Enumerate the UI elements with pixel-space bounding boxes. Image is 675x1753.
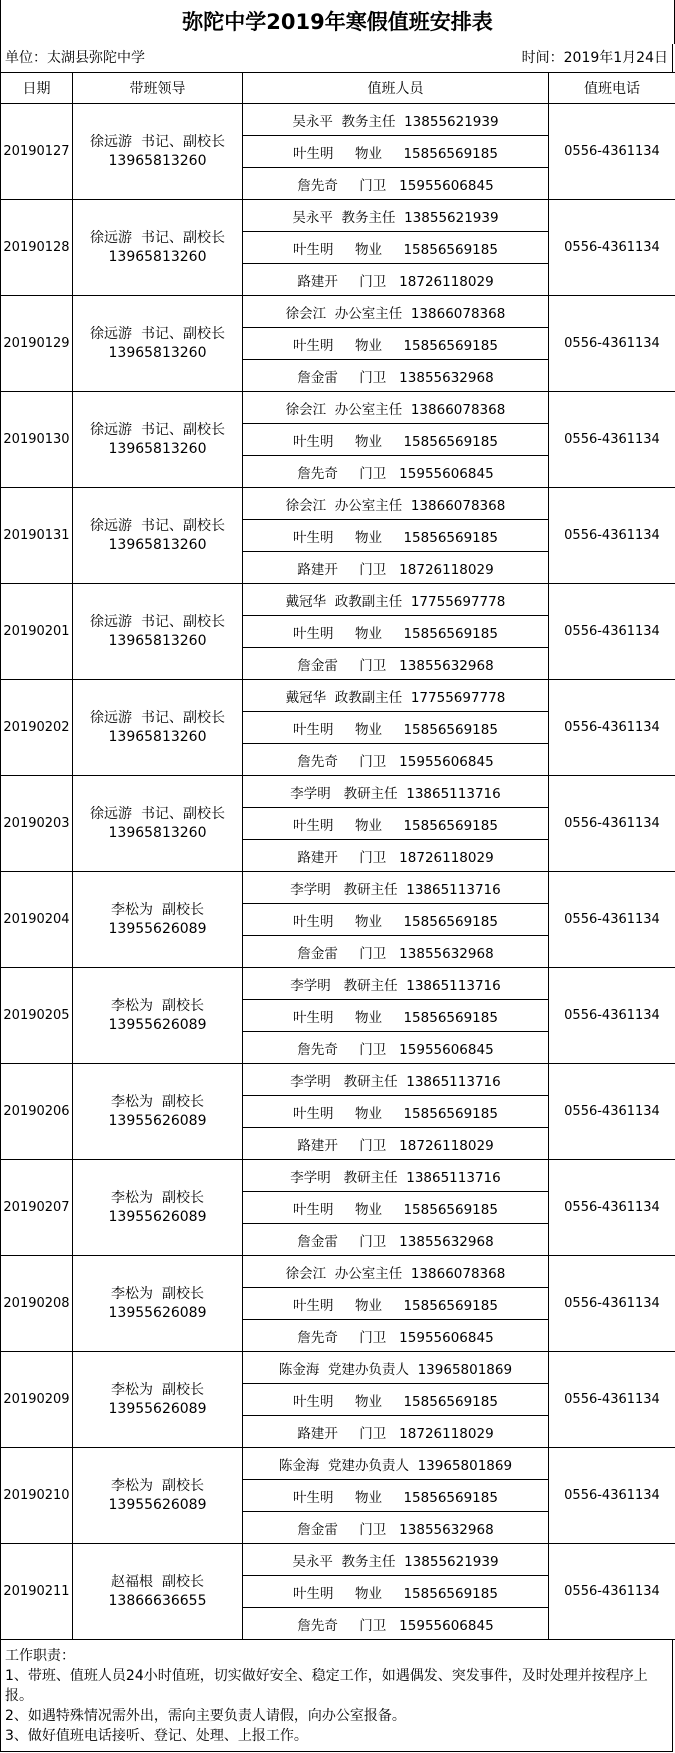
duty-phone-cell: 0556-4361134 [549,872,675,968]
leader-phone: 13965813260 [108,824,207,841]
leader-name: 徐远游 书记、副校长 [90,517,225,534]
staff-cell: 李学明 教研主任 13865113716 [243,1064,549,1096]
leader-phone: 13965813260 [108,536,207,553]
date-cell: 20190208 [1,1256,73,1352]
duty-phone-cell: 0556-4361134 [549,1256,675,1352]
date-cell: 20190205 [1,968,73,1064]
duty-item: 3、做好值班电话接听、登记、处理、上报工作。 [5,1728,308,1744]
staff-cell: 李学明 教研主任 13865113716 [243,776,549,808]
leader-phone: 13955626089 [108,1208,207,1225]
staff-cell: 徐会江 办公室主任 13866078368 [243,296,549,328]
leader-name: 李松为 副校长 [111,1189,204,1206]
staff-cell: 李学明 教研主任 13865113716 [243,1160,549,1192]
staff-cell: 詹先奇 门卫 15955606845 [243,1320,549,1352]
leader-phone: 13955626089 [108,920,207,937]
leader-name: 徐远游 书记、副校长 [90,613,225,630]
leader-cell [73,776,243,872]
date-cell: 20190129 [1,296,73,392]
staff-cell: 叶生明 物业 15856569185 [243,232,549,264]
leader-phone: 13955626089 [108,1304,207,1321]
leader-cell [73,1256,243,1352]
table-row [1,200,675,232]
leader-name: 李松为 副校长 [111,1477,204,1494]
date-cell: 20190131 [1,488,73,584]
leader-name: 徐远游 书记、副校长 [90,421,225,438]
date-cell: 20190210 [1,1448,73,1544]
leader-cell [73,104,243,200]
staff-cell: 戴冠华 政教副主任 17755697778 [243,680,549,712]
staff-cell: 路建开 门卫 18726118029 [243,264,549,296]
date-cell: 20190127 [1,104,73,200]
leader-name: 李松为 副校长 [111,1381,204,1398]
table-row [1,488,675,520]
date-cell: 20190206 [1,1064,73,1160]
leader-cell [73,1160,243,1256]
staff-cell: 詹金雷 门卫 13855632968 [243,648,549,680]
staff-cell: 路建开 门卫 18726118029 [243,1128,549,1160]
leader-cell [73,968,243,1064]
date-cell: 20190207 [1,1160,73,1256]
staff-cell: 叶生明 物业 15856569185 [243,1096,549,1128]
table-row [1,776,675,808]
staff-cell: 徐会江 办公室主任 13866078368 [243,488,549,520]
leader-cell [73,584,243,680]
staff-cell: 路建开 门卫 18726118029 [243,1416,549,1448]
meta-row [0,44,673,72]
staff-cell: 徐会江 办公室主任 13866078368 [243,1256,549,1288]
staff-cell: 詹先奇 门卫 15955606845 [243,744,549,776]
duty-phone-cell: 0556-4361134 [549,968,675,1064]
staff-cell: 叶生明 物业 15856569185 [243,328,549,360]
staff-cell: 叶生明 物业 15856569185 [243,1288,549,1320]
date-cell: 20190202 [1,680,73,776]
leader-phone: 13965813260 [108,440,207,457]
header-date: 日期 [1,73,73,104]
leader-name: 李松为 副校长 [111,1285,204,1302]
staff-cell: 叶生明 物业 15856569185 [243,808,549,840]
leader-phone: 13866636655 [108,1592,207,1609]
staff-cell: 叶生明 物业 15856569185 [243,1576,549,1608]
duty-phone-cell: 0556-4361134 [549,1160,675,1256]
date-cell: 20190201 [1,584,73,680]
table-row [1,584,675,616]
duty-phone-cell: 0556-4361134 [549,392,675,488]
date-cell: 20190209 [1,1352,73,1448]
table-header-row [1,73,675,104]
staff-cell: 戴冠华 政教副主任 17755697778 [243,584,549,616]
leader-phone: 13955626089 [108,1112,207,1129]
date-cell: 20190128 [1,200,73,296]
table-row [1,104,675,136]
leader-phone: 13955626089 [108,1496,207,1513]
staff-cell: 詹金雷 门卫 13855632968 [243,1224,549,1256]
staff-cell: 叶生明 物业 15856569185 [243,424,549,456]
leader-cell [73,200,243,296]
staff-cell: 叶生明 物业 15856569185 [243,904,549,936]
staff-cell: 叶生明 物业 15856569185 [243,712,549,744]
staff-cell: 詹金雷 门卫 13855632968 [243,936,549,968]
staff-cell: 詹先奇 门卫 15955606845 [243,168,549,200]
duty-phone-cell: 0556-4361134 [549,1448,675,1544]
header-phone: 值班电话 [549,73,675,104]
staff-cell: 李学明 教研主任 13865113716 [243,968,549,1000]
staff-cell: 吴永平 教务主任 13855621939 [243,200,549,232]
staff-cell: 陈金海 党建办负责人 13965801869 [243,1448,549,1480]
staff-cell: 詹先奇 门卫 15955606845 [243,456,549,488]
leader-name: 徐远游 书记、副校长 [90,709,225,726]
table-row [1,1160,675,1192]
date-cell: 20190211 [1,1544,73,1640]
table-row [1,392,675,424]
date-cell: 20190204 [1,872,73,968]
staff-cell: 陈金海 党建办负责人 13965801869 [243,1352,549,1384]
leader-phone: 13965813260 [108,248,207,265]
leader-cell [73,488,243,584]
duty-phone-cell: 0556-4361134 [549,680,675,776]
header-leader: 带班领导 [73,73,243,104]
duty-phone-cell: 0556-4361134 [549,200,675,296]
leader-phone: 13955626089 [108,1400,207,1417]
duty-phone-cell: 0556-4361134 [549,104,675,200]
staff-cell: 徐会江 办公室主任 13866078368 [243,392,549,424]
duty-phone-cell: 0556-4361134 [549,296,675,392]
table-row [1,296,675,328]
leader-cell [73,1064,243,1160]
duty-item: 1、带班、值班人员24小时值班，切实做好安全、稳定工作，如遇偶发、突发事件，及时处理并按程序上报。 [5,1668,648,1704]
leader-cell [73,680,243,776]
leader-name: 徐远游 书记、副校长 [90,325,225,342]
table-row [1,872,675,904]
duty-phone-cell: 0556-4361134 [549,776,675,872]
leader-cell [73,872,243,968]
duty-phone-cell: 0556-4361134 [549,1064,675,1160]
table-row [1,1544,675,1576]
staff-cell: 叶生明 物业 15856569185 [243,1000,549,1032]
leader-cell [73,1352,243,1448]
date-cell: 20190203 [1,776,73,872]
time-label: 时间：2019年1月24日 [521,50,668,66]
table-row [1,1448,675,1480]
leader-phone: 13955626089 [108,1016,207,1033]
staff-cell: 詹先奇 门卫 15955606845 [243,1032,549,1064]
staff-cell: 詹金雷 门卫 13855632968 [243,1512,549,1544]
leader-cell [73,1544,243,1640]
leader-name: 李松为 副校长 [111,901,204,918]
duty-phone-cell: 0556-4361134 [549,488,675,584]
staff-cell: 詹先奇 门卫 15955606845 [243,1608,549,1640]
table-row [1,1352,675,1384]
leader-phone: 13965813260 [108,152,207,169]
duty-phone-cell: 0556-4361134 [549,1352,675,1448]
leader-name: 徐远游 书记、副校长 [90,805,225,822]
staff-cell: 叶生明 物业 15856569185 [243,136,549,168]
staff-cell: 吴永平 教务主任 13855621939 [243,1544,549,1576]
leader-name: 赵福根 副校长 [111,1573,204,1590]
staff-cell: 詹金雷 门卫 13855632968 [243,360,549,392]
staff-cell: 叶生明 物业 15856569185 [243,1384,549,1416]
table-row [1,1256,675,1288]
leader-cell [73,296,243,392]
duty-phone-cell: 0556-4361134 [549,1544,675,1640]
duties-heading: 工作职责： [5,1648,75,1664]
table-row [1,968,675,1000]
table-row [1,1064,675,1096]
leader-phone: 13965813260 [108,728,207,745]
table-body [1,104,675,1640]
table-row [1,680,675,712]
leader-phone: 13965813260 [108,632,207,649]
duty-phone-cell: 0556-4361134 [549,584,675,680]
staff-cell: 路建开 门卫 18726118029 [243,552,549,584]
staff-cell: 吴永平 教务主任 13855621939 [243,104,549,136]
staff-cell: 叶生明 物业 15856569185 [243,520,549,552]
leader-cell [73,392,243,488]
staff-cell: 路建开 门卫 18726118029 [243,840,549,872]
document-title: 弥陀中学2019年寒假值班安排表 [0,0,675,44]
leader-name: 徐远游 书记、副校长 [90,133,225,150]
leader-name: 李松为 副校长 [111,1093,204,1110]
leader-name: 徐远游 书记、副校长 [90,229,225,246]
staff-cell: 叶生明 物业 15856569185 [243,1480,549,1512]
staff-cell: 叶生明 物业 15856569185 [243,1192,549,1224]
duty-item: 2、如遇特殊情况需外出，需向主要负责人请假，向办公室报备。 [5,1708,406,1724]
unit-label: 单位：太湖县弥陀中学 [5,50,145,66]
staff-cell: 李学明 教研主任 13865113716 [243,872,549,904]
header-staff: 值班人员 [243,73,549,104]
schedule-table [0,72,675,1640]
staff-cell: 叶生明 物业 15856569185 [243,616,549,648]
leader-cell [73,1448,243,1544]
date-cell: 20190130 [1,392,73,488]
leader-phone: 13965813260 [108,344,207,361]
duties-section [0,1640,673,1752]
leader-name: 李松为 副校长 [111,997,204,1014]
